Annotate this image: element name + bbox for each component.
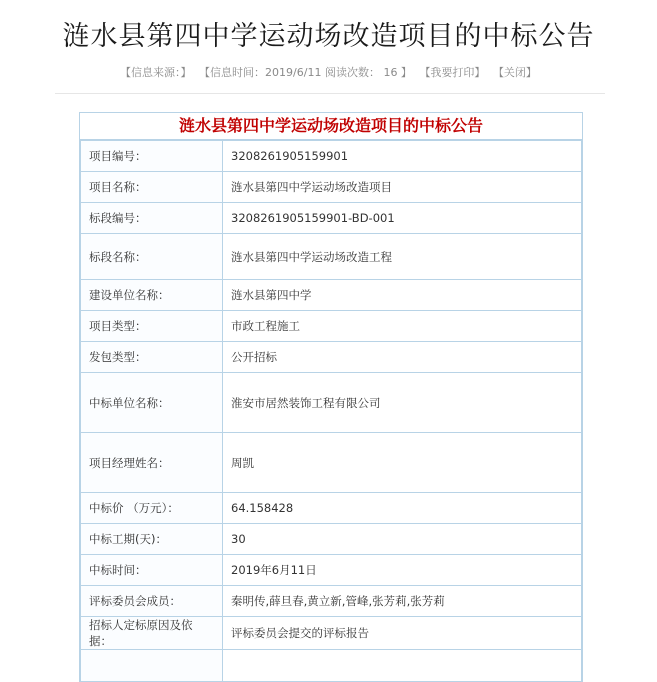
row-value-cutoff [223,650,582,681]
table-row [81,586,582,617]
meta-source: 【信息来源：】 [120,66,192,79]
row-value-builder: 涟水县第四中学 [223,280,582,311]
row-label-manager: 项目经理姓名： [81,433,223,493]
row-value-manager: 周凯 [223,433,582,493]
row-value-duration: 30 [223,524,582,555]
row-label-award-basis: 招标人定标原因及依据： [81,617,223,650]
close-link[interactable]: 【关闭】 [492,66,537,79]
table-row [81,311,582,342]
row-value-winner: 淮安市居然装饰工程有限公司 [223,373,582,433]
row-label-project-number: 项目编号： [81,141,223,172]
row-label-project-type: 项目类型： [81,311,223,342]
row-label-committee: 评标委员会成员： [81,586,223,617]
table-heading: 涟水县第四中学运动场改造项目的中标公告 [80,113,582,140]
row-label-section-number: 标段编号： [81,203,223,234]
row-label-winner: 中标单位名称： [81,373,223,433]
row-value-project-number: 3208261905159901 [223,141,582,172]
table-row [81,555,582,586]
table-row [81,433,582,493]
row-value-award-basis: 评标委员会提交的评标报告 [223,617,582,650]
row-label-cutoff [81,650,223,681]
table-row [81,373,582,433]
row-value-price: 64.158428 [223,493,582,524]
table-row [81,141,582,172]
table-row [81,493,582,524]
row-value-project-name: 涟水县第四中学运动场改造项目 [223,172,582,203]
meta-time: 【信息时间：2019/6/11 阅读次数： 16 】 [199,66,412,79]
row-label-duration: 中标工期(天)： [81,524,223,555]
row-value-section-name: 涟水县第四中学运动场改造工程 [223,234,582,280]
print-link[interactable]: 【我要打印】 [419,66,486,79]
row-label-award-date: 中标时间： [81,555,223,586]
table-row [81,342,582,373]
table-row [81,280,582,311]
table-row [81,234,582,280]
row-value-contract-type: 公开招标 [223,342,582,373]
row-value-committee: 秦明传,薛旦春,黄立新,管峰,张芳莉,张芳莉 [223,586,582,617]
row-label-section-name: 标段名称： [81,234,223,280]
row-value-project-type: 市政工程施工 [223,311,582,342]
table-row [81,203,582,234]
bid-info-table [79,112,583,682]
header-divider [55,93,605,94]
table-row [81,172,582,203]
row-value-section-number: 3208261905159901-BD-001 [223,203,582,234]
row-value-award-date: 2019年6月11日 [223,555,582,586]
row-label-project-name: 项目名称： [81,172,223,203]
table-row [81,617,582,650]
table-row [81,650,582,681]
row-label-builder: 建设单位名称： [81,280,223,311]
table-row [81,524,582,555]
bid-table [80,140,582,681]
row-label-price: 中标价 （万元）： [81,493,223,524]
article-meta [0,64,657,80]
page-title: 涟水县第四中学运动场改造项目的中标公告 [62,21,595,52]
row-label-contract-type: 发包类型： [81,342,223,373]
